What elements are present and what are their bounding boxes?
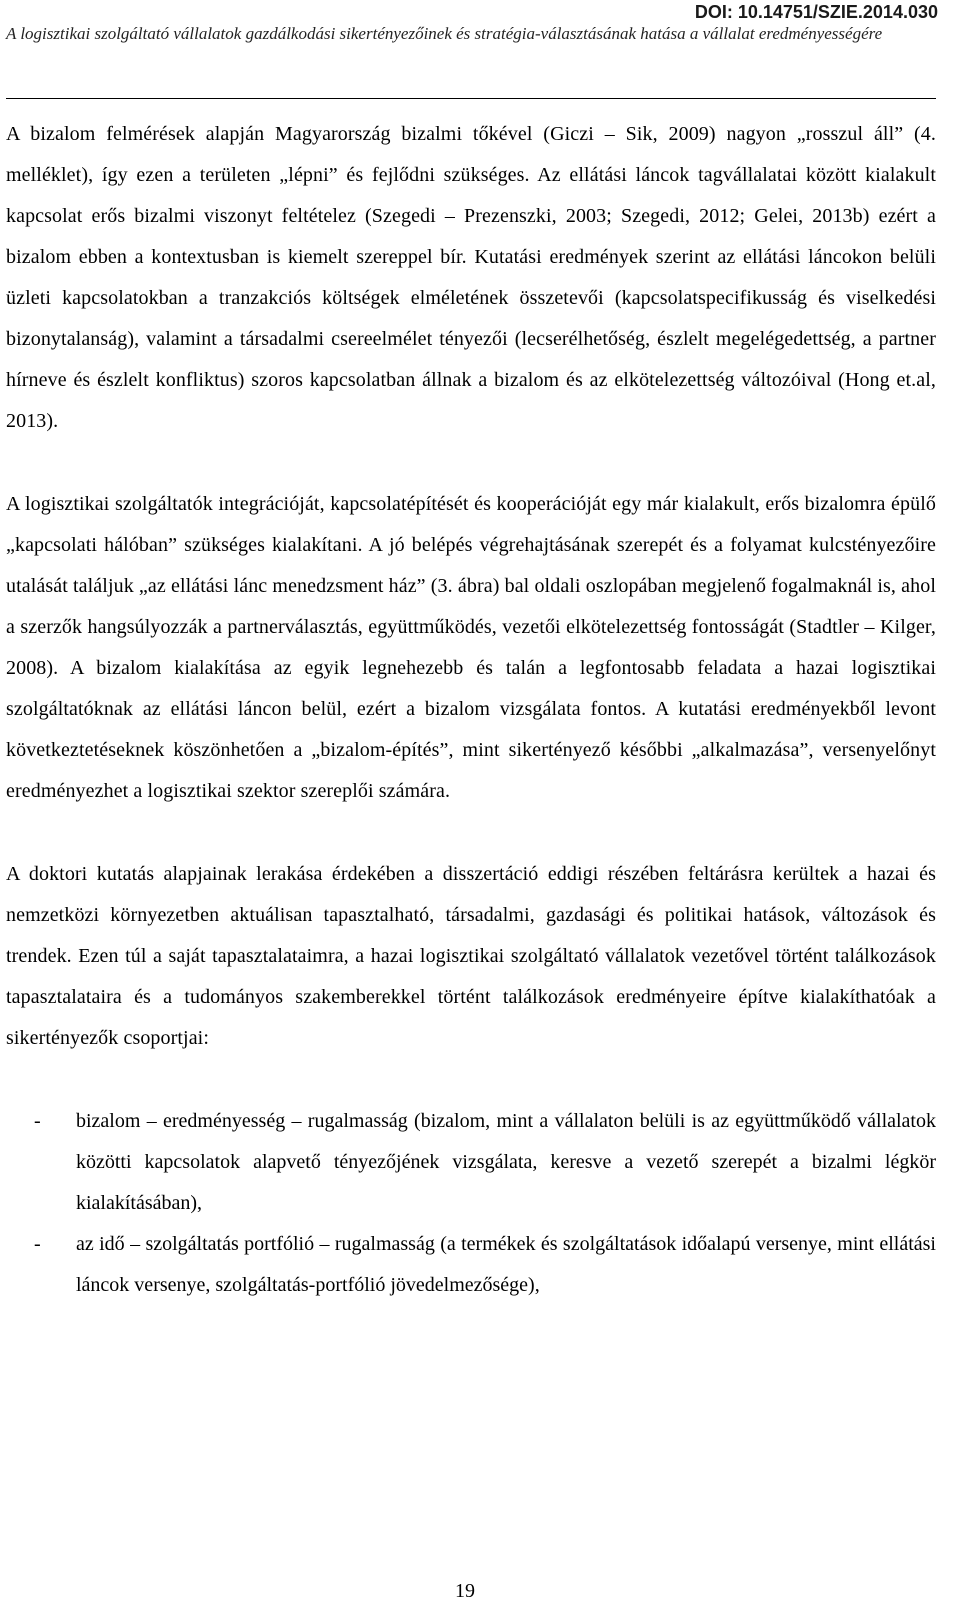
success-factor-list: [6, 1101, 936, 1306]
list-item-text: az idő – szolgáltatás portfólió – rugalmasság (a termékek és szolgáltatások időalapú versenye, mint ellátási láncok versenye, szolgáltatás-portfólió jövedelmezősége),: [76, 1233, 936, 1296]
list-item: [6, 1101, 936, 1224]
paragraph-success-factor-groups: A doktori kutatás alapjainak lerakása érdekében a disszertáció eddigi részében feltárásra kerültek a hazai és nemzetközi környezetben aktuálisan tapasztalható, társadalmi, gazdasági és politikai hatások, változások és trendek. Ezen túl a saját tapasztalataimra, a hazai logisztikai szolgáltató vállalatok vezetővel történt találkozások tapasztalataira és a tudományos szakemberekkel történt találkozások eredményeire építve kialakíthatóak a sikertényezők csoportjai:: [6, 863, 936, 1049]
paragraph-trust-survey: A bizalom felmérések alapján Magyarország bizalmi tőkével (Giczi – Sik, 2009) nagyon „rosszul áll” (4. melléklet), így ezen a területen „lépni” és fejlődni szükséges. Az ellátási láncok tagvállalatai között kialakult kapcsolat erős bizalmi viszonyt feltételez (Szegedi – Prezenszki, 2003; Szegedi, 2012; Gelei, 2013b) ezért a bizalom ebben a kontextusban is kiemelt szereppel bír. Kutatási eredmények szerint az ellátási láncokon belüli üzleti kapcsolatokban a tranzakciós költségek elméletének összetevői (kapcsolatspecifikusság és viselkedési bizonytalanság), valamint a társadalmi csereelmélet tényezői (lecserélhetőség, észlelt megelégedettség, a partner hírneve és észlelt konfliktus) szoros kapcsolatban állnak a bizalom és az elkötelezettség változóival (Hong et.al, 2013).: [6, 123, 936, 432]
paragraph-spacer: [6, 1059, 936, 1101]
page-number: 19: [455, 1580, 475, 1602]
dash-bullet-marker: -: [34, 1233, 41, 1255]
dash-bullet-marker: -: [34, 1110, 41, 1132]
paragraph-spacer: [6, 442, 936, 484]
list-item-text: bizalom – eredményesség – rugalmasság (bizalom, mint a vállalaton belüli is az együttműködő vállalatok közötti kapcsolatok alapvető tényezőjének vizsgálata, keresve a vezető szerepét a bizalmi légkör kialakításában),: [76, 1110, 936, 1214]
paragraph-logistics-integration: A logisztikai szolgáltatók integrációját, kapcsolatépítését és kooperációját egy már kialakult, erős bizalomra épülő „kapcsolati hálóban” szükséges kialakítani. A jó belépés végrehajtásának szerepét és a folyamat kulcstényezőire utalását találjuk „az ellátási lánc menedzsment ház” (3. ábra) bal oldali oszlopában megjelenő fogalmaknál is, ahol a szerzők hangsúlyozzák a partnerválasztás, együttműködés, vezetői elkötelezettség fontosságát (Stadtler – Kilger, 2008). A bizalom kialakítása az egyik legnehezebb és talán a legfontosabb feladata a hazai logisztikai szolgáltatóknak az ellátási láncon belül, ezért a bizalom vizsgálata fontos. A kutatási eredményekből levont következtetéseknek köszönhetően a „bizalom-építés”, mint sikertényező későbbi „alkalmazása”, versenyelőnyt eredményezhet a logisztikai szektor szereplői számára.: [6, 493, 936, 802]
list-item: [6, 1224, 936, 1306]
running-header: A logisztikai szolgáltató vállalatok gazdálkodási sikertényezőinek és stratégia-választásának hatása a vállalat eredményességére: [6, 24, 883, 43]
header-divider: [6, 98, 936, 99]
doi-label: DOI: 10.14751/SZIE.2014.030: [694, 2, 938, 22]
body-content: [6, 114, 936, 1306]
paragraph-spacer: [6, 812, 936, 854]
